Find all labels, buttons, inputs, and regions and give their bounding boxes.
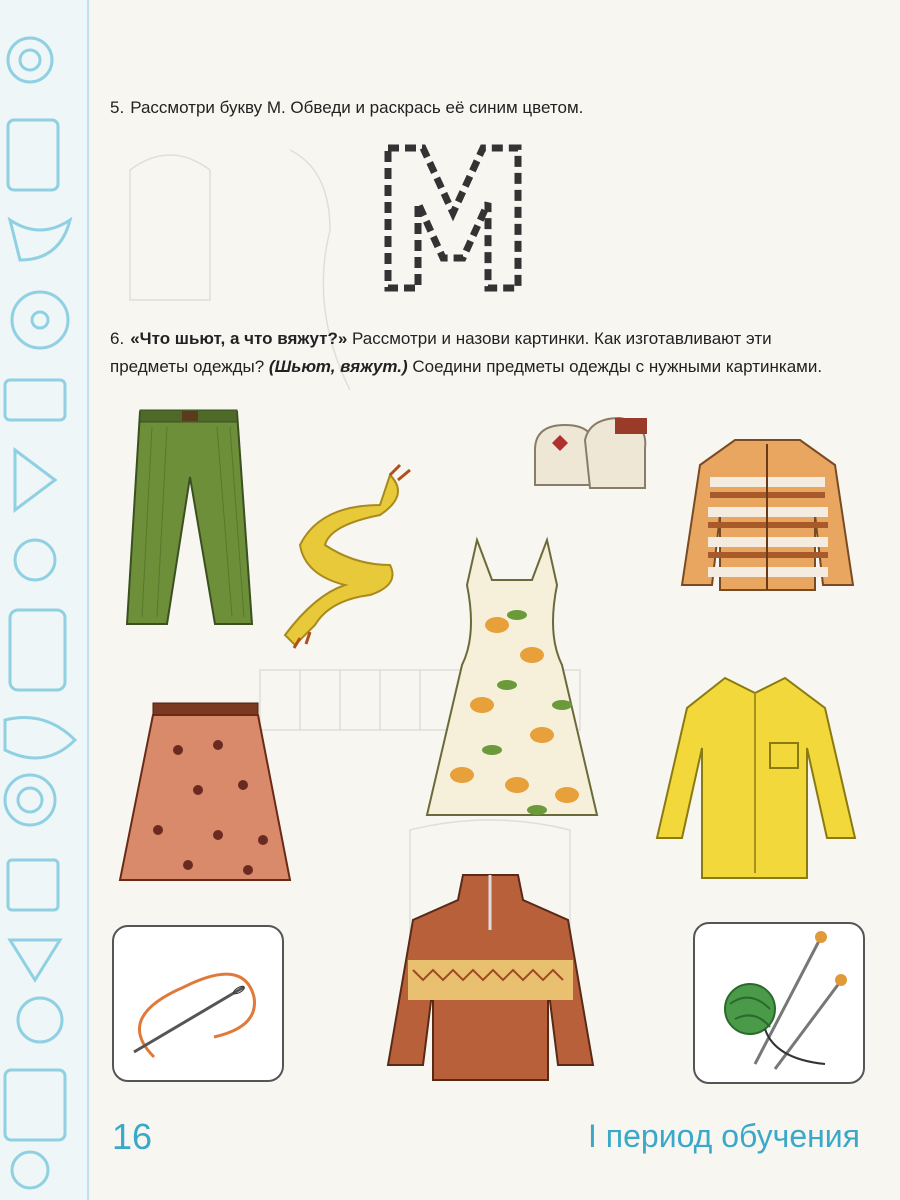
- needle-and-thread-card[interactable]: [112, 925, 284, 1082]
- shirt-picture[interactable]: [655, 668, 860, 888]
- task-5-number: 5.: [110, 98, 125, 117]
- task-6-title: «Что шьют, а что вяжут?»: [130, 329, 348, 348]
- scarf-picture[interactable]: [280, 460, 430, 650]
- striped-cardigan-picture[interactable]: [680, 432, 855, 594]
- knitting-needles-card[interactable]: [693, 922, 865, 1084]
- section-title: I период обучения: [588, 1118, 860, 1154]
- pants-picture[interactable]: [112, 402, 267, 630]
- skirt-picture[interactable]: [118, 700, 293, 885]
- margin-doodle-decoration: [0, 0, 90, 1200]
- letter-m-label: М: [453, 228, 454, 229]
- page-number: 16: [112, 1116, 153, 1157]
- task-6-text-2: Соедини предметы одежды с нужными картинками.: [407, 357, 823, 376]
- letter-m-outline[interactable]: [383, 143, 523, 293]
- task-6: [110, 325, 850, 381]
- needle-thread-icon: [114, 927, 282, 1080]
- task-6-text-1: Рассмотри и назови картинки. Как изготавливают эти предметы одежды?: [110, 329, 772, 376]
- task-6-number: 6.: [110, 329, 125, 348]
- task-6-answer: (Шьют, вяжут.): [268, 357, 408, 376]
- task-5: [110, 94, 810, 122]
- task-5-text: Рассмотри букву М. Обведи и раскрась её синим цветом.: [130, 98, 584, 117]
- mittens-picture[interactable]: [520, 410, 660, 495]
- dress-picture[interactable]: [422, 535, 602, 825]
- yarn-needles-icon: [695, 924, 863, 1082]
- pullover-picture[interactable]: [383, 870, 598, 1085]
